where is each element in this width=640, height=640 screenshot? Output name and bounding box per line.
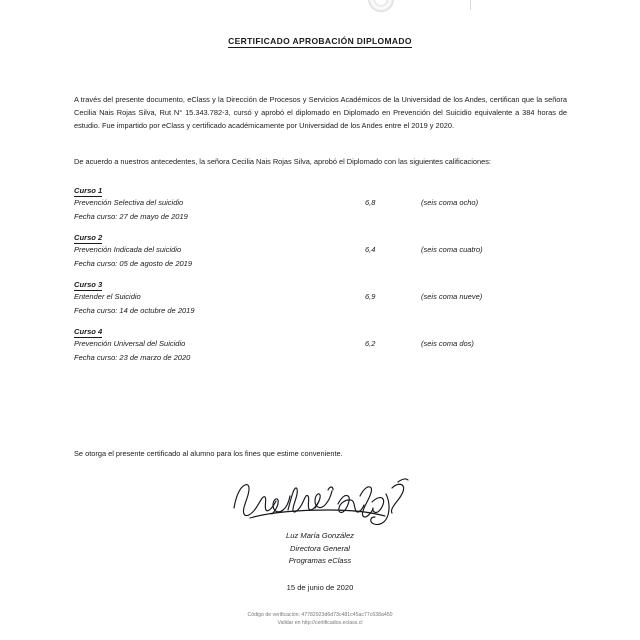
records-paragraph: De acuerdo a nuestros antecedentes, la señora Cecilia Nais Rojas Silva, aprobó el Diplomado con las siguientes calificaciones: [74, 157, 491, 166]
course-heading-text: Curso 2 [74, 233, 103, 242]
course-date: Fecha curso: 27 de mayo de 2019 [74, 212, 188, 221]
signer-organization: Programas eClass [288, 556, 352, 565]
course-list [74, 180, 567, 368]
course-name: Prevención Universal del Suicidio [74, 339, 186, 348]
page-title-text: CERTIFICADO APROBACIÓN DIPLOMADO [228, 36, 412, 46]
course-name: Entender el Suicidio [74, 292, 141, 301]
course-grade-row [74, 198, 567, 211]
course-heading-text: Curso 1 [74, 186, 103, 195]
course-grade-row [74, 292, 567, 305]
issue-date: 15 de junio de 2020 [286, 582, 354, 592]
course-name: Prevención Selectiva del suicidio [74, 198, 184, 207]
course-name: Prevención Indicada del suicidio [74, 245, 182, 254]
course-grade-words: (seis coma ocho) [421, 198, 479, 207]
course-grade: 6,9 [365, 292, 376, 301]
course-entry [74, 321, 567, 368]
course-grade: 6,4 [365, 245, 376, 254]
course-heading [74, 186, 102, 195]
course-heading-text: Curso 4 [74, 327, 103, 336]
course-heading-text: Curso 3 [74, 280, 103, 289]
main-paragraph: A través del presente documento, eClass y la Dirección de Procesos y Servicios Académicos de la Universidad de los Andes, certifican que la señora Cecilia Nais Rojas Silva, Rut N° 15.343.782-3, cursó y aprobó el diplomado en Diplomado en Prevención del Suicidio equivalente a 384 horas de estudio. Fue impartido por eClass y certificado académicamente por Universidad de los Andes entre el 2019 y 2020. [74, 95, 567, 131]
course-entry [74, 180, 567, 227]
course-date: Fecha curso: 14 de octubre de 2019 [74, 306, 195, 315]
course-grade: 6,2 [365, 339, 376, 348]
signer-name: Luz María González [286, 531, 354, 540]
course-entry [74, 274, 567, 321]
course-date: Fecha curso: 23 de marzo de 2020 [74, 353, 191, 362]
course-grade-words: (seis coma nueve) [421, 292, 483, 301]
course-grade-words: (seis coma dos) [421, 339, 474, 348]
course-date: Fecha curso: 05 de agosto de 2019 [74, 259, 193, 268]
handwritten-signature-icon [220, 474, 420, 530]
course-grade: 6,8 [365, 198, 376, 207]
course-heading [74, 233, 102, 242]
page-title [0, 36, 640, 46]
signature-block [0, 474, 640, 594]
course-grade-words: (seis coma cuatro) [421, 245, 483, 254]
course-entry [74, 227, 567, 274]
verification-code: Código de verificación: 47782923d6d73c481c45ac77c638a450 [247, 612, 393, 618]
document-footer [0, 611, 640, 628]
course-heading [74, 280, 102, 289]
course-heading [74, 327, 102, 336]
course-grade-row [74, 339, 567, 352]
validation-url[interactable]: Validar en http://certificados.eclass.cl [277, 620, 363, 627]
signer-role: Directora General [290, 543, 350, 553]
course-grade-row [74, 245, 567, 258]
closing-paragraph: Se otorga el presente certificado al alumno para los fines que estime conveniente. [74, 449, 343, 458]
